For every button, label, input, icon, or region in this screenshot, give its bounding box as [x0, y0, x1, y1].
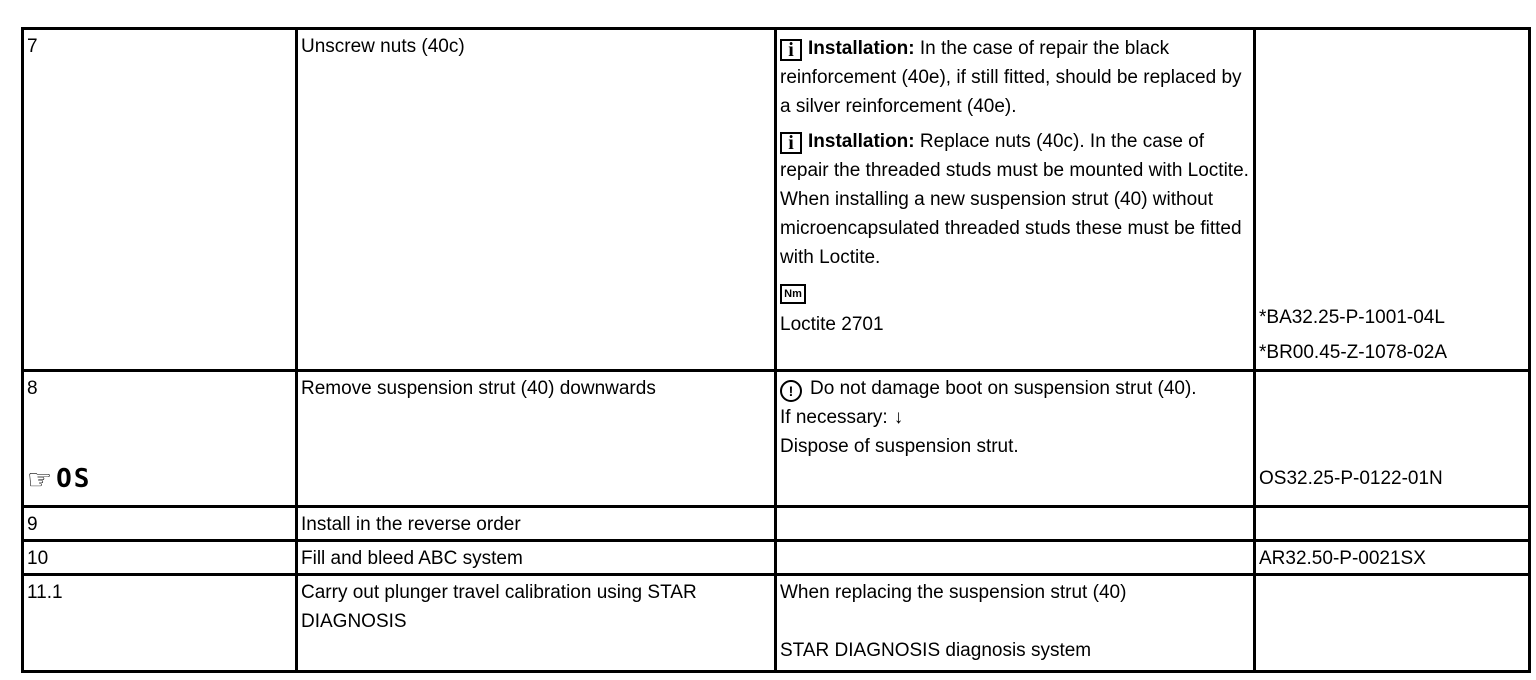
note-title: Installation:: [808, 38, 915, 59]
info-icon: i: [780, 39, 802, 61]
table-row: [23, 541, 1530, 575]
step-number: 7: [23, 29, 297, 371]
if-necessary: If necessary: ↓: [780, 407, 904, 428]
step-action: Fill and bleed ABC system: [297, 541, 776, 575]
reference-link[interactable]: OS32.25-P-0122-01N: [1259, 468, 1443, 489]
step-reference: [1255, 29, 1530, 371]
reference-link[interactable]: AR32.50-P-0021SX: [1259, 548, 1426, 569]
table-row: [23, 507, 1530, 541]
table-row: [23, 29, 1530, 371]
reference-link[interactable]: *BR00.45-Z-1078-02A: [1259, 342, 1447, 363]
step-reference: [1255, 575, 1530, 672]
step-number: 9: [23, 507, 297, 541]
condition-note: When replacing the suspension strut (40): [780, 582, 1127, 603]
step-action: Carry out plunger travel calibration using STAR DIAGNOSIS: [297, 575, 776, 672]
os-marker: ☞ OS: [27, 464, 92, 495]
step-action: Install in the reverse order: [297, 507, 776, 541]
note-text: Replace nuts (40c). In the case of repair the threaded studs must be mounted with Loctite. When installing a new suspension strut (40) without microencapsulated threaded studs these must be fitted with Loctite.: [780, 131, 1249, 268]
installation-note: [780, 127, 1253, 272]
table-row: [23, 575, 1530, 672]
step-notes: [776, 575, 1255, 672]
step-number: 10: [23, 541, 297, 575]
dispose-note: Dispose of suspension strut.: [780, 436, 1019, 457]
torque-icon: Nm: [780, 284, 806, 304]
procedure-table: [21, 27, 1531, 673]
step-notes: [776, 371, 1255, 507]
step-reference: [1255, 371, 1530, 507]
note-text: In the case of repair the black reinforcement (40e), if still fitted, should be replaced by a silver reinforcement (40e).: [780, 38, 1242, 117]
table-row: [23, 371, 1530, 507]
caution-icon: !: [780, 380, 802, 402]
info-icon: i: [780, 132, 802, 154]
diagnosis-system: STAR DIAGNOSIS diagnosis system: [780, 640, 1092, 661]
step-number: 11.1: [23, 575, 297, 672]
arrow-down-icon: ↓: [893, 407, 904, 428]
pointing-hand-icon: ☞: [27, 464, 53, 495]
step-notes: [776, 507, 1255, 541]
caution-note: ! Do not damage boot on suspension strut (40).: [780, 374, 1253, 403]
step-number: 8 ☞ OS: [23, 371, 297, 507]
note-title: Installation:: [808, 131, 915, 152]
step-notes: [776, 29, 1255, 371]
reference-link[interactable]: *BA32.25-P-1001-04L: [1259, 307, 1445, 328]
installation-note: [780, 34, 1253, 121]
loctite-label: Loctite 2701: [780, 314, 884, 335]
step-notes: [776, 541, 1255, 575]
step-action: Unscrew nuts (40c): [297, 29, 776, 371]
step-action: Remove suspension strut (40) downwards: [297, 371, 776, 507]
step-reference: [1255, 507, 1530, 541]
step-reference: [1255, 541, 1530, 575]
